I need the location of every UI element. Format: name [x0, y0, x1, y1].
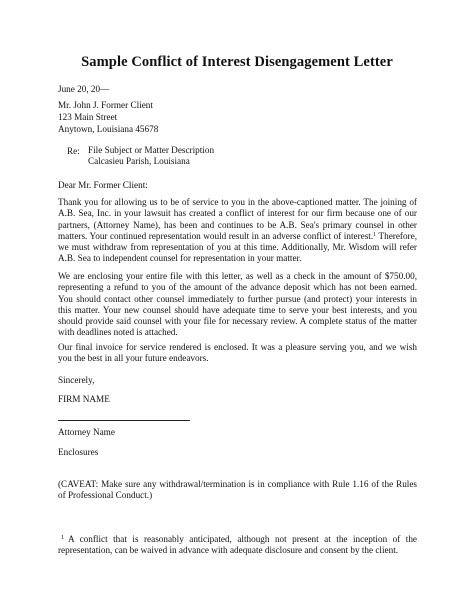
salutation: Dear Mr. Former Client:: [58, 180, 148, 190]
re-subject: File Subject or Matter Description: [88, 145, 215, 155]
letter-title: Sample Conflict of Interest Disengagement Letter: [81, 54, 393, 70]
footnote-mark: 1: [61, 534, 65, 541]
recipient-city: Anytown, Louisiana 45678: [58, 124, 159, 134]
footnote-text: A conflict that is reasonably anticipated, although not present at the inception of the representation, can be waived in advance with adequate disclosure and consent by the client.: [58, 534, 417, 556]
firm-name: FIRM NAME: [58, 394, 110, 404]
paragraph-3: Our final invoice for service rendered is enclosed. It was a pleasure serving you, and we wish you the best in all your future endeavors.: [58, 342, 417, 364]
recipient-name: Mr. John J. Former Client: [58, 100, 153, 110]
re-label: Re:: [67, 146, 80, 156]
recipient-street: 123 Main Street: [58, 112, 118, 122]
signer-name: Attorney Name: [58, 427, 115, 437]
closing: Sincerely,: [58, 375, 95, 385]
re-location: Calcasieu Parish, Louisiana: [88, 156, 190, 166]
paragraph-2: We are enclosing your entire file with this letter, as well as a check in the amount of $750.00, representing a refund to you of the amount of the advance deposit which has not been earned. You should contact other counsel immediately to further pursue (and protect) your interests in this matter. Your new counsel should have adequate time to serve your best interests, and you should provide said counsel with your file for necessary review. A complete status of the matter with deadlines noted is attached.: [58, 271, 417, 338]
paragraph-1-text: Thank you for allowing us to be of service to you in the above-captioned matter. The joining of A.B. Sea, Inc. in your lawsuit has created a conflict of interest for our firm because one of our partners, (Attorney Name), has been and continues to be A.B. Sea's primary counsel in other matters. Your continued representation would result in an adverse conflict of interest.: [58, 197, 417, 241]
caveat-note: (CAVEAT: Make sure any withdrawal/termination is in compliance with Rule 1.16 of the Rules of Professional Conduct.): [58, 479, 417, 501]
footnote-reference: 1: [373, 231, 377, 238]
signature-line: [58, 420, 190, 421]
letter-date: June 20, 20—: [58, 84, 110, 94]
paragraph-1: [58, 197, 417, 265]
paragraph-1-text-cont: Therefore, we must withdraw from representation of you at this time. Additionally, Mr. Wisdom will refer A.B. Sea to independent counsel for representation in your matter.: [58, 230, 417, 264]
enclosures-note: Enclosures: [58, 447, 99, 457]
